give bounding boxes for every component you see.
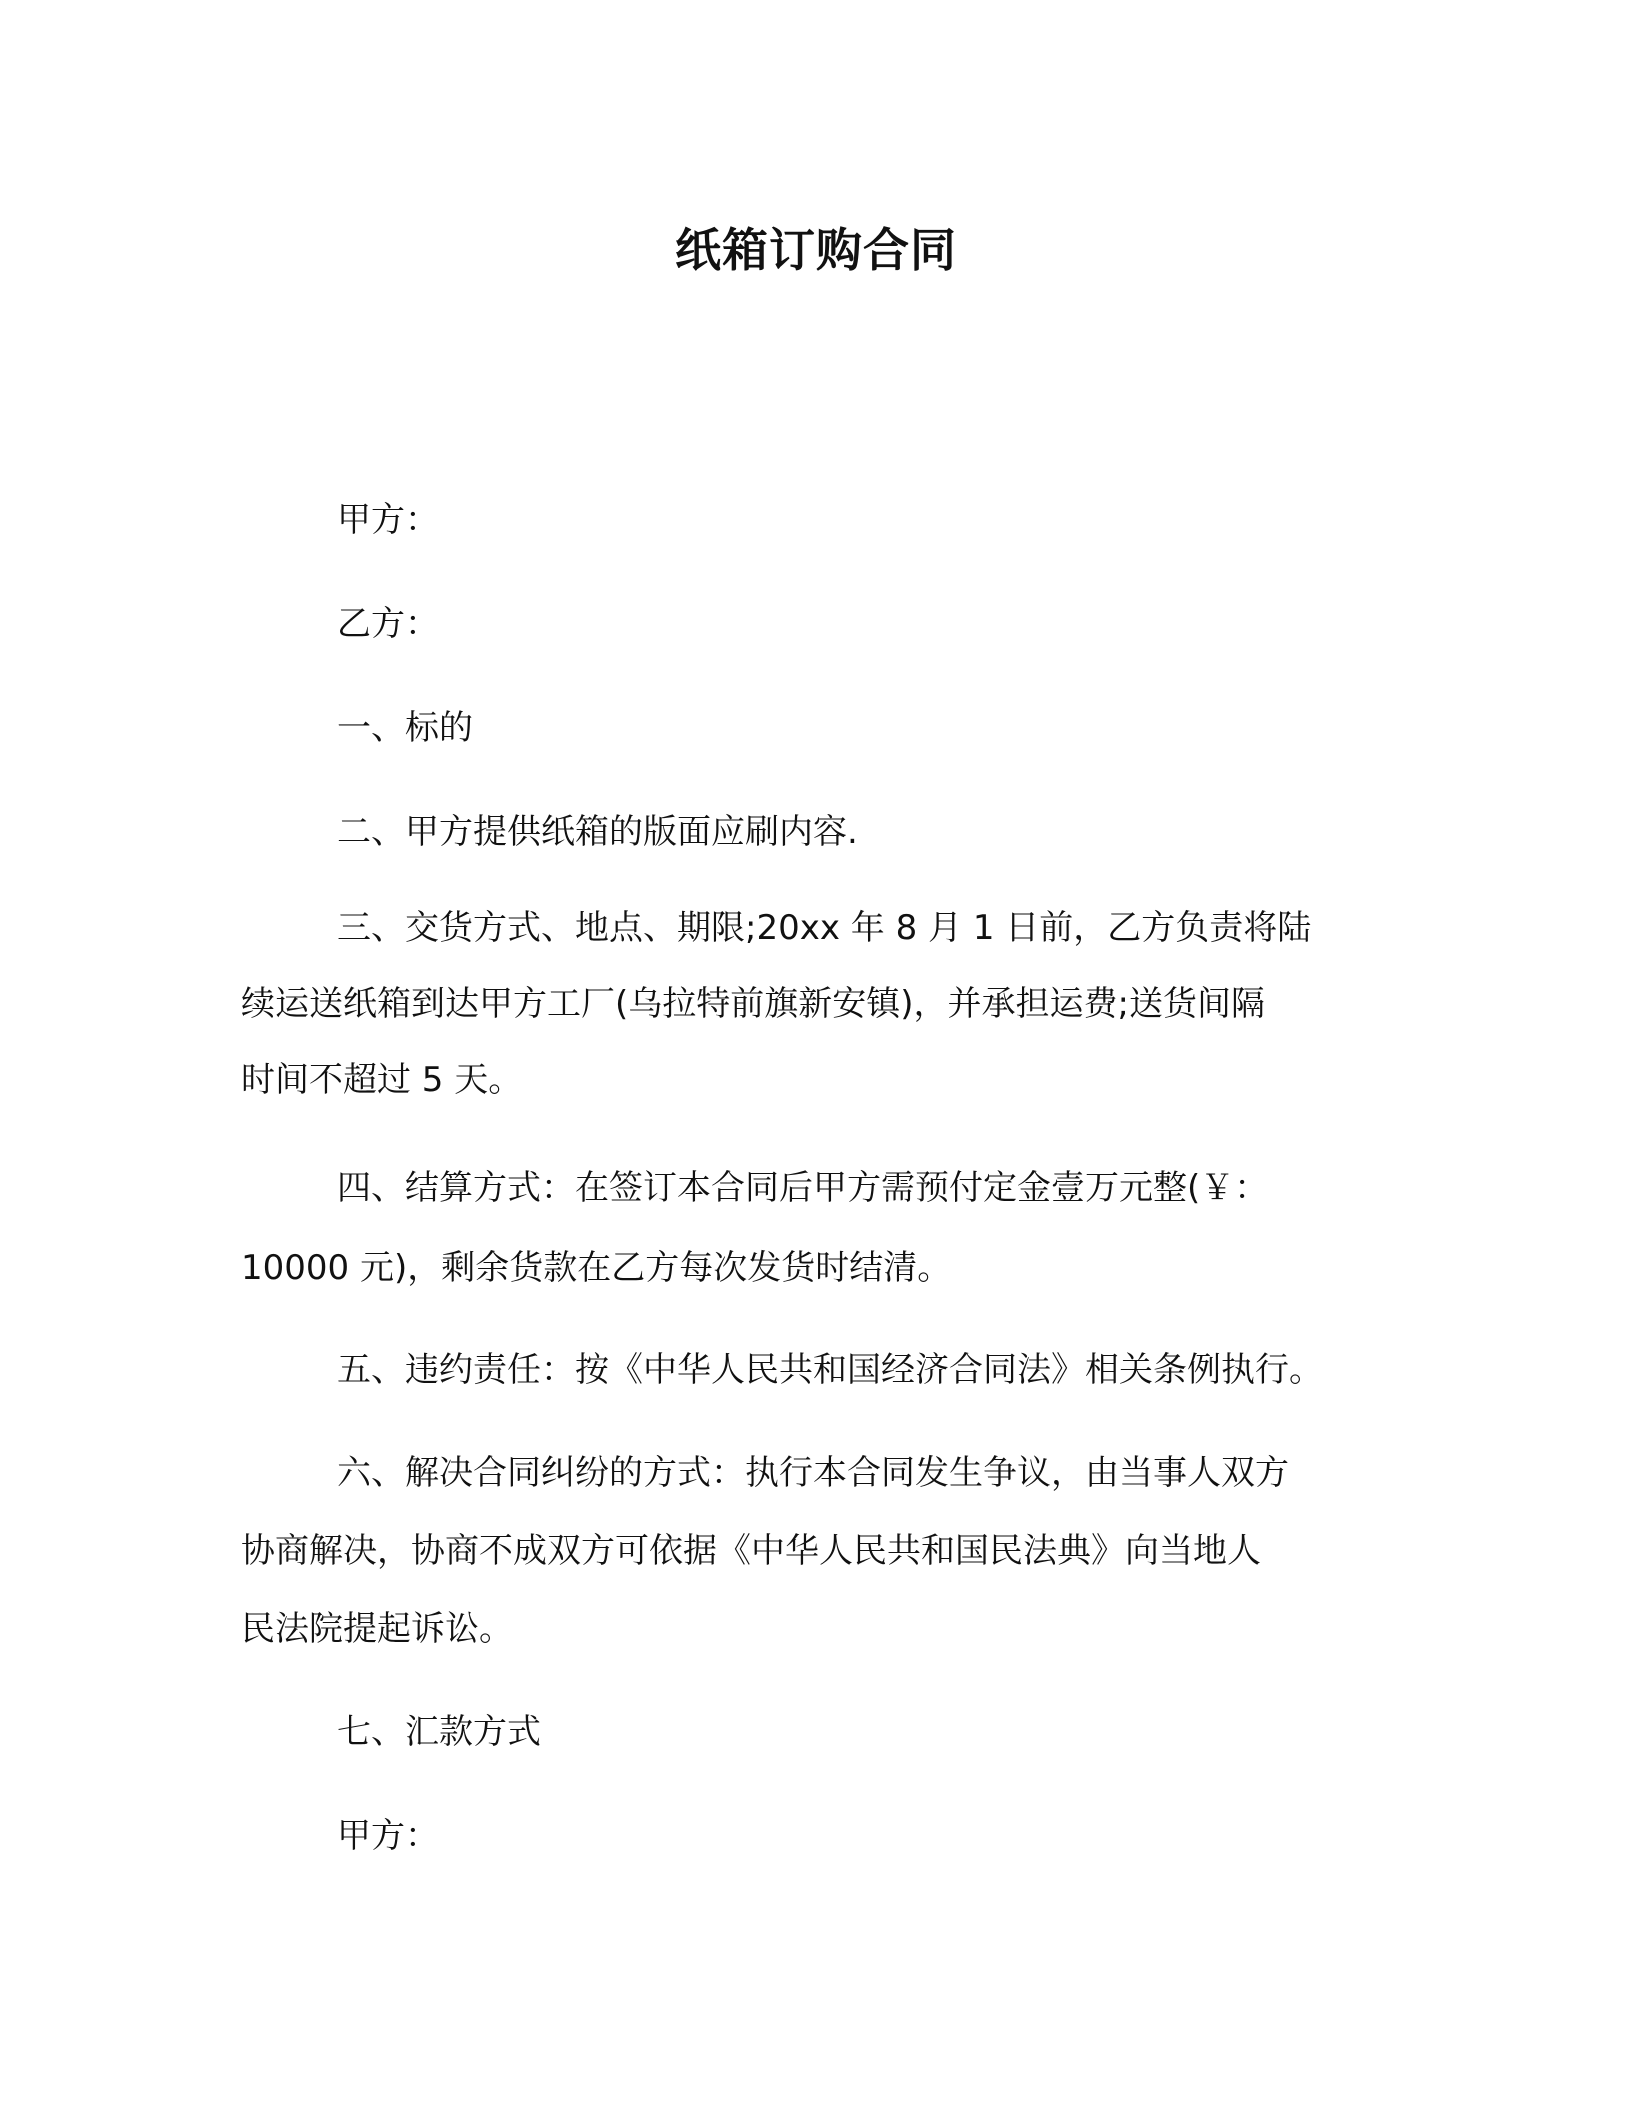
party-a-label: 甲方： [337,500,439,540]
clause-1-subject: 一、标的 [337,708,473,748]
clause-6-line-1: 六、解决合同纠纷的方式：执行本合同发生争议，由当事人双方 [337,1453,1289,1493]
document-title: 纸箱订购合同 [675,223,957,277]
clause-5-liability: 五、违约责任：按《中华人民共和国经济合同法》相关条例执行。 [337,1350,1323,1390]
clause-3-delivery [241,890,1401,1118]
clause-6-line-2: 协商解决，协商不成双方可依据《中华人民共和国民法典》向当地人 [241,1531,1261,1571]
clause-7-party-a-label: 甲方： [337,1816,439,1856]
clause-3-line-3: 时间不超过 5 天。 [241,1060,523,1100]
clause-4-settlement [241,1148,1401,1308]
clause-6-dispute [241,1434,1401,1668]
clause-3-line-1: 三、交货方式、地点、期限;20xx 年 8 月 1 日前，乙方负责将陆 [337,908,1312,948]
clause-7-remittance: 七、汇款方式 [337,1712,541,1752]
clause-2-print-content: 二、甲方提供纸箱的版面应刷内容. [337,812,858,852]
clause-6-line-3: 民法院提起诉讼。 [241,1609,513,1649]
clause-3-line-2: 续运送纸箱到达甲方工厂(乌拉特前旗新安镇)，并承担运费;送货间隔 [241,984,1265,1024]
clause-4-line-1: 四、结算方式：在签订本合同后甲方需预付定金壹万元整(￥： [337,1168,1269,1208]
clause-4-line-2: 10000 元)，剩余货款在乙方每次发货时结清。 [241,1248,952,1288]
party-b-label: 乙方： [337,604,439,644]
